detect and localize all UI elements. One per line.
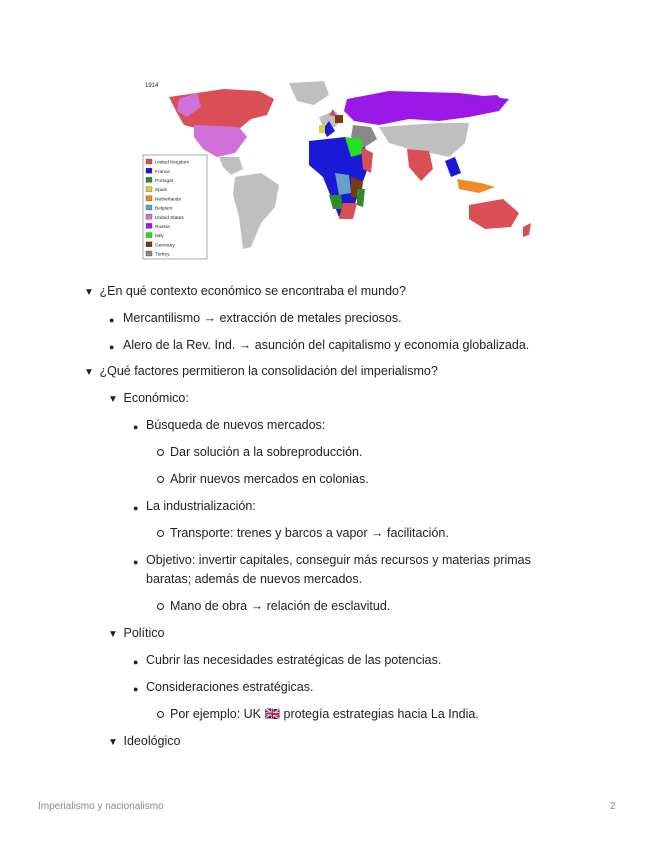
legend-label: United States (155, 215, 184, 221)
bullet-icon: ● (109, 342, 115, 352)
bullet-icon: ● (133, 422, 139, 432)
legend-label: United Kingdom (155, 160, 190, 166)
map-year: 1914 (145, 83, 159, 89)
toggle-ideologico[interactable] (108, 733, 180, 751)
legend-swatch (146, 177, 152, 182)
toggle-q1[interactable] (84, 283, 406, 301)
bullet-icon: ● (109, 315, 115, 325)
footer-title: Imperialismo y nacionalismo (38, 801, 164, 812)
legend-label: Spain (155, 188, 168, 194)
legend-swatch (146, 159, 152, 164)
list-item: Mercantilismo → extracción de metales preciosos. (123, 311, 402, 325)
circle-bullet-icon (157, 530, 164, 537)
circle-bullet-icon (157, 711, 164, 718)
heading-politico: Político (123, 626, 165, 640)
circle-bullet-icon (157, 449, 164, 456)
triangle-down-icon[interactable]: ▼ (108, 394, 118, 405)
world-map-1914 (139, 77, 558, 261)
toggle-politico[interactable] (108, 625, 164, 643)
list-item: Abrir nuevos mercados en colonias. (170, 472, 369, 486)
legend-label: Turkey (155, 252, 170, 258)
legend-label: France (155, 169, 170, 175)
legend-label: Italy (155, 234, 164, 240)
list-item: Objetivo: invertir capitales, conseguir más recursos y materias primas (146, 553, 531, 567)
bullet-icon: ● (133, 557, 139, 567)
list-item: Transporte: trenes y barcos a vapor → facilitación. (170, 526, 449, 540)
question-1: ¿En qué contexto económico se encontraba el mundo? (99, 284, 406, 298)
heading-ideologico: Ideológico (123, 734, 181, 748)
legend-label: Netherlands (155, 197, 181, 203)
triangle-right-icon[interactable]: ▼ (108, 737, 118, 748)
list-item: Mano de obra → relación de esclavitud. (170, 599, 391, 613)
question-2: ¿Qué factores permitieron la consolidación del imperialismo? (99, 364, 438, 378)
bullet-icon: ● (133, 657, 139, 667)
triangle-down-icon[interactable]: ▼ (84, 287, 94, 298)
legend-swatch (146, 233, 152, 238)
legend-swatch (146, 187, 152, 192)
legend-swatch (146, 223, 152, 228)
list-item: Por ejemplo: UK 🇬🇧 protegía estrategias hacia La India. (170, 707, 479, 721)
circle-bullet-icon (157, 603, 164, 610)
bullet-icon: ● (133, 684, 139, 694)
legend-swatch (146, 251, 152, 256)
legend-swatch (146, 196, 152, 201)
legend-swatch (146, 242, 152, 247)
legend-label: Russia (155, 225, 170, 230)
legend-label: Belgium (155, 206, 173, 212)
legend-swatch (146, 214, 152, 219)
legend-swatch (146, 205, 152, 210)
legend-label: Germany (155, 243, 175, 249)
list-item: Alero de la Rev. Ind. → asunción del capitalismo y economía globalizada. (123, 338, 530, 352)
toggle-q2[interactable] (84, 363, 438, 381)
legend-swatch (146, 168, 152, 173)
bullet-icon: ● (133, 503, 139, 513)
list-item: Consideraciones estratégicas. (146, 680, 314, 694)
list-item-continuation: baratas; además de nuevos mercados. (146, 572, 363, 586)
heading-economico: Económico: (123, 391, 189, 405)
triangle-down-icon[interactable]: ▼ (84, 367, 94, 378)
list-item: Cubrir las necesidades estratégicas de las potencias. (146, 653, 442, 667)
toggle-economico[interactable] (108, 390, 189, 408)
list-item: La industrialización: (146, 499, 256, 513)
page-number: 2 (610, 801, 616, 812)
circle-bullet-icon (157, 476, 164, 483)
triangle-down-icon[interactable]: ▼ (108, 629, 118, 640)
list-item: Búsqueda de nuevos mercados: (146, 418, 326, 432)
legend-label: Portugal (155, 179, 173, 184)
list-item: Dar solución a la sobreproducción. (170, 445, 363, 459)
